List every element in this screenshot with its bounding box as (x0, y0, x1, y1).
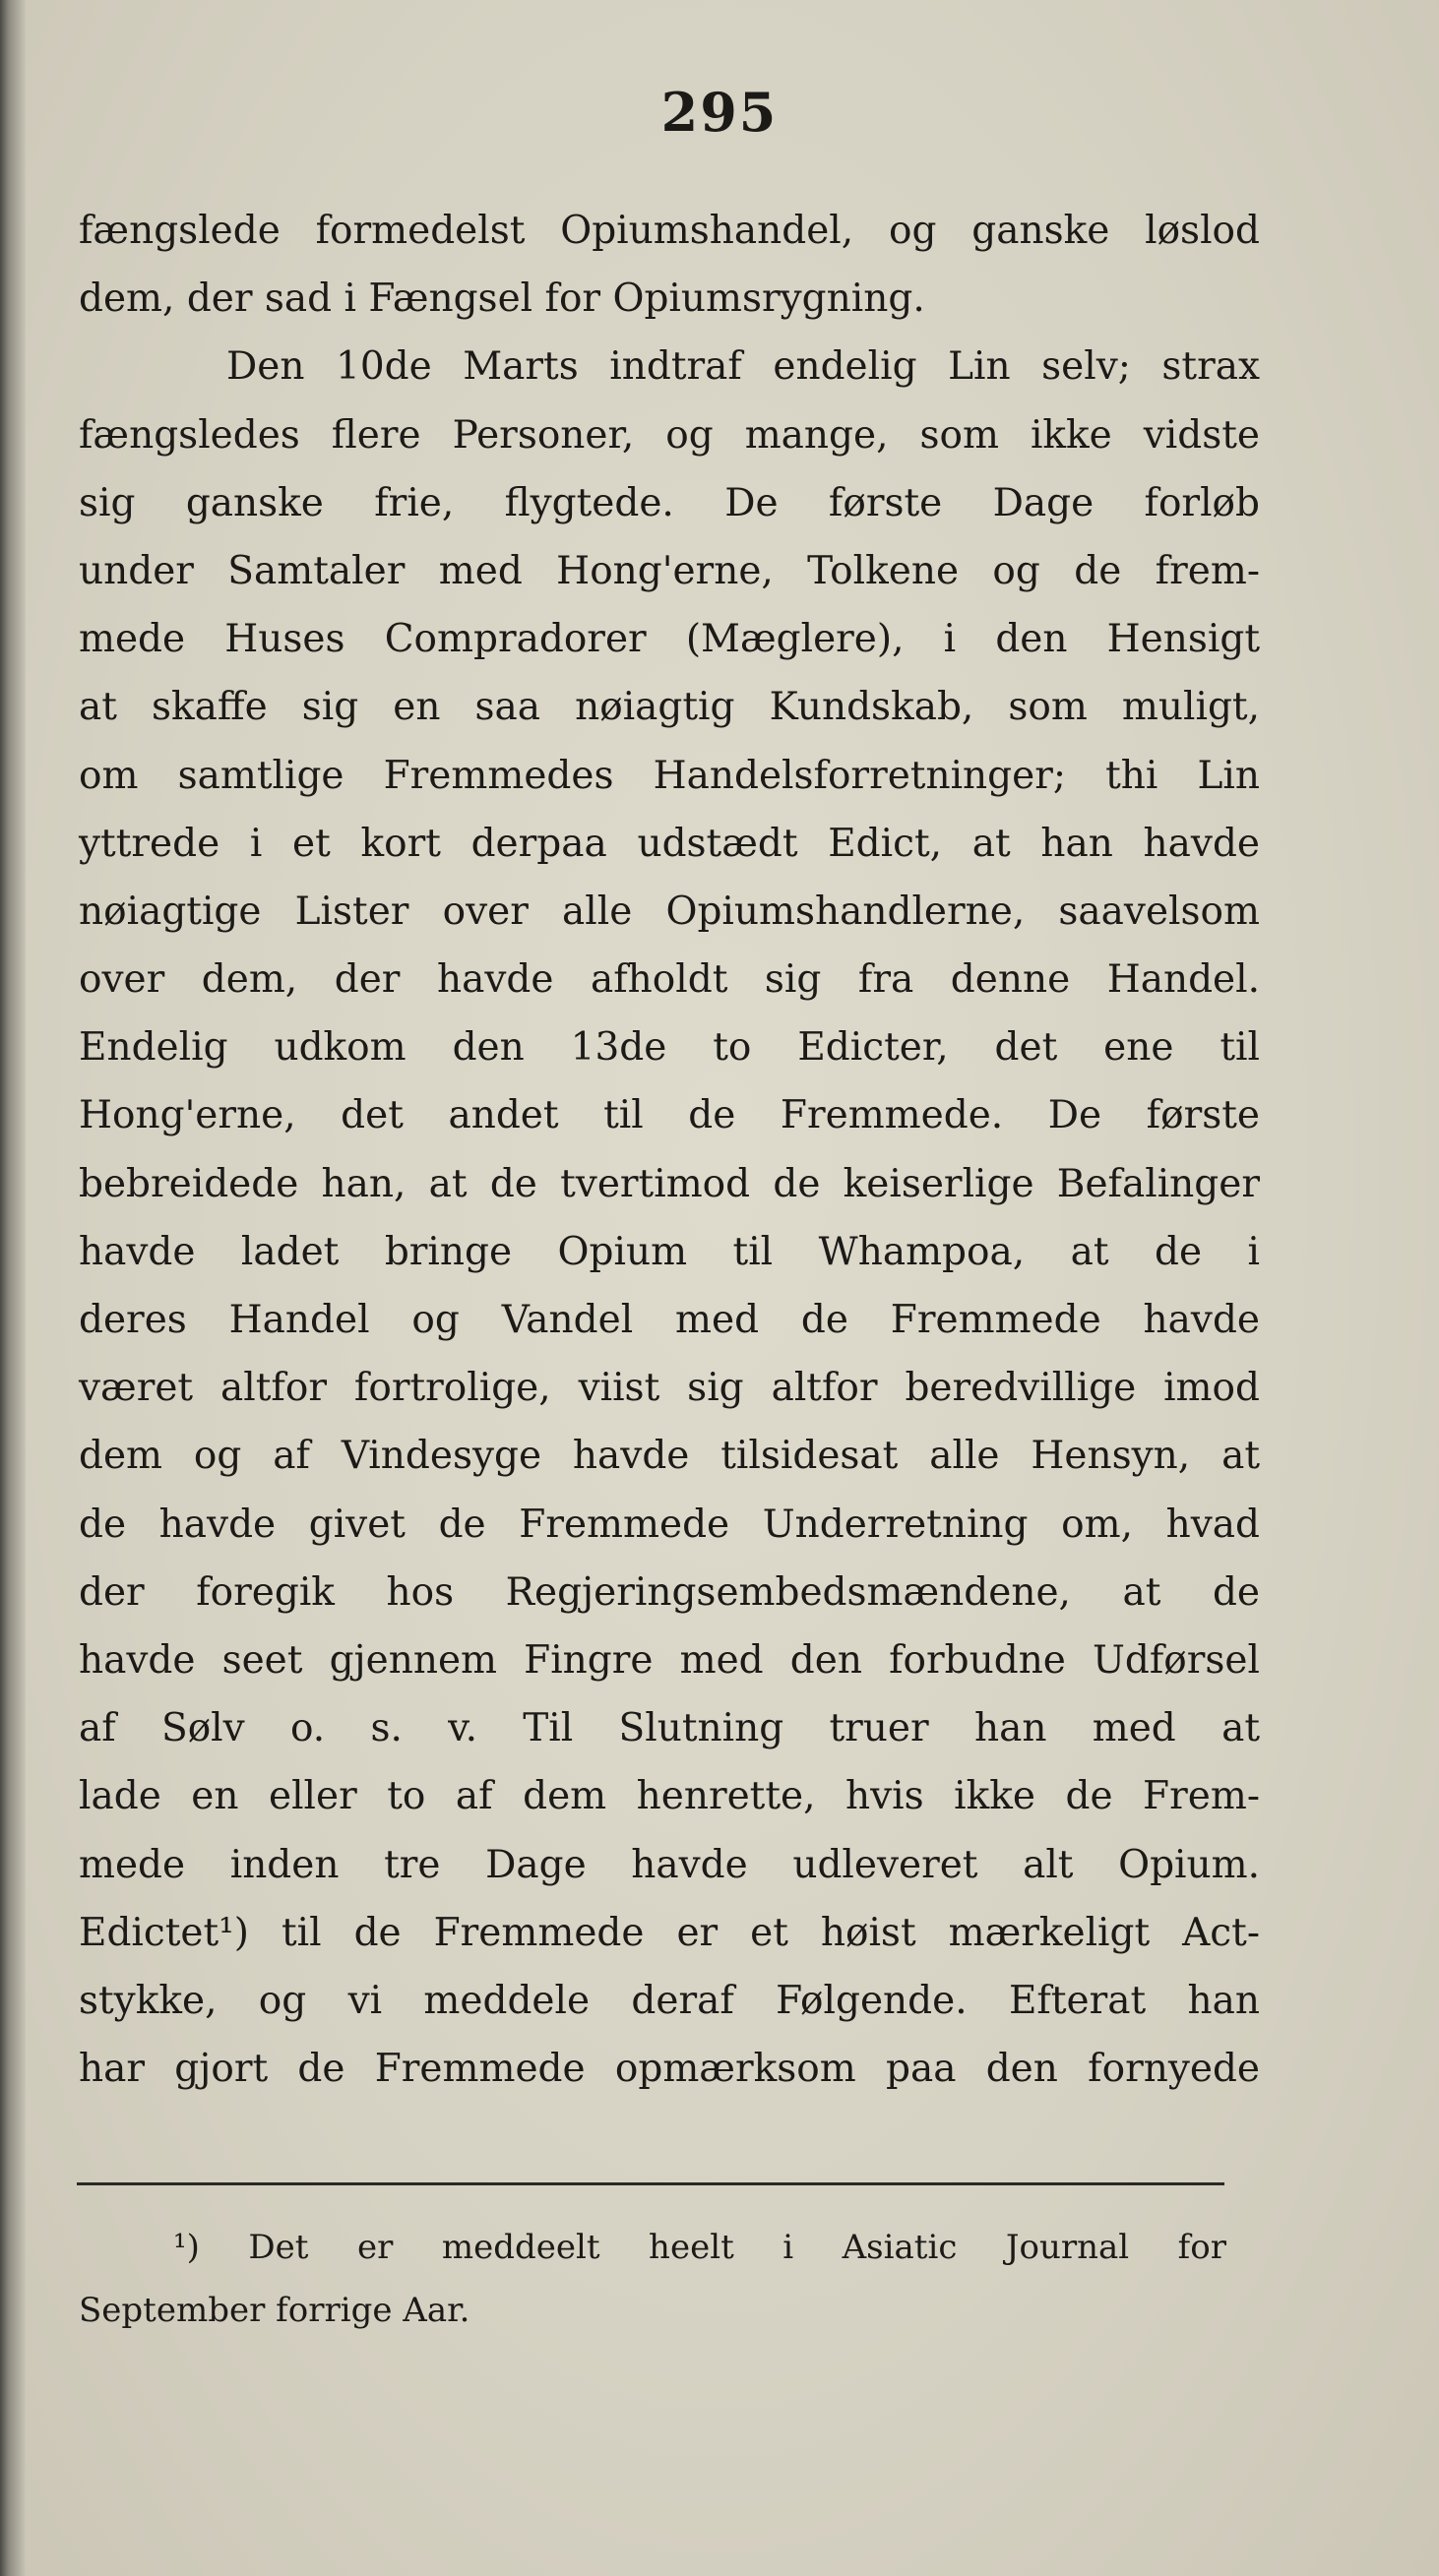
text-line: stykke, og vi meddele deraf Følgende. Efterat han (79, 1978, 1260, 2023)
text-line: at skaffe sig en saa nøiagtig Kundskab, som muligt, (79, 685, 1260, 730)
footnote (79, 2216, 1226, 2342)
text-line: været altfor fortrolige, viist sig altfor beredvillige imod (79, 1366, 1260, 1411)
text-line: bebreidede han, at de tvertimod de keiserlige Befalinger (79, 1161, 1260, 1206)
text-line: af Sølv o. s. v. Til Slutning truer han med at (79, 1706, 1260, 1751)
text-line: mede Huses Compradorer (Mæglere), i den Hensigt (79, 617, 1260, 662)
text-line: Hong'erne, det andet til de Fremmede. De første (79, 1093, 1260, 1138)
text-line: yttrede i et kort derpaa udstædt Edict, at han havde (79, 821, 1260, 866)
text-line: havde seet gjennem Fingre med den forbudne Udførsel (79, 1637, 1260, 1683)
text-line: sig ganske frie, flygtede. De første Dage forløb (79, 480, 1260, 525)
footnote-line: ¹) Det er meddeelt heelt i Asiatic Journal for (173, 2228, 1226, 2267)
text-line: Endelig udkom den 13de to Edicter, det ene til (79, 1025, 1260, 1071)
text-line: Edictet¹) til de Fremmede er et høist mærkeligt Act- (79, 1910, 1260, 1955)
text-line: de havde givet de Fremmede Underretning om, hvad (79, 1502, 1260, 1547)
page-number: 295 (660, 81, 779, 144)
text-line: mede inden tre Dage havde udleveret alt Opium. (79, 1842, 1260, 1887)
text-line: fængslede formedelst Opiumshandel, og ganske løslod (79, 209, 1260, 253)
text-line: der foregik hos Regjeringsembedsmændene, at de (79, 1569, 1260, 1615)
page-spine-shadow (0, 0, 26, 2576)
text-line: dem og af Vindesyge havde tilsidesat alle Hensyn, at (79, 1434, 1260, 1479)
text-line: over dem, der havde afholdt sig fra denne Handel. (79, 957, 1260, 1003)
text-line: deres Handel og Vandel med de Fremmede havde (79, 1298, 1260, 1342)
text-line: havde ladet bringe Opium til Whampoa, at de i (79, 1229, 1260, 1274)
footnote-divider (77, 2182, 1224, 2185)
text-line: dem, der sad i Fængsel for Opiumsrygning. (79, 276, 925, 322)
text-line: om samtlige Fremmedes Handelsforretninger; thi Lin (79, 753, 1260, 798)
footnote-line: September forrige Aar. (79, 2291, 470, 2330)
body-text (79, 197, 1260, 2103)
text-line: fængsledes flere Personer, og mange, som ikke vidste (79, 412, 1260, 458)
text-line: Den 10de Marts indtraf endelig Lin selv; strax (226, 344, 1260, 390)
text-line: har gjort de Fremmede opmærksom paa den fornyede (79, 2047, 1260, 2092)
text-line: under Samtaler med Hong'erne, Tolkene og de frem- (79, 548, 1260, 593)
text-line: lade en eller to af dem henrette, hvis ikke de Frem- (79, 1774, 1260, 1819)
text-line: nøiagtige Lister over alle Opiumshandlerne, saavelsom (79, 889, 1260, 934)
